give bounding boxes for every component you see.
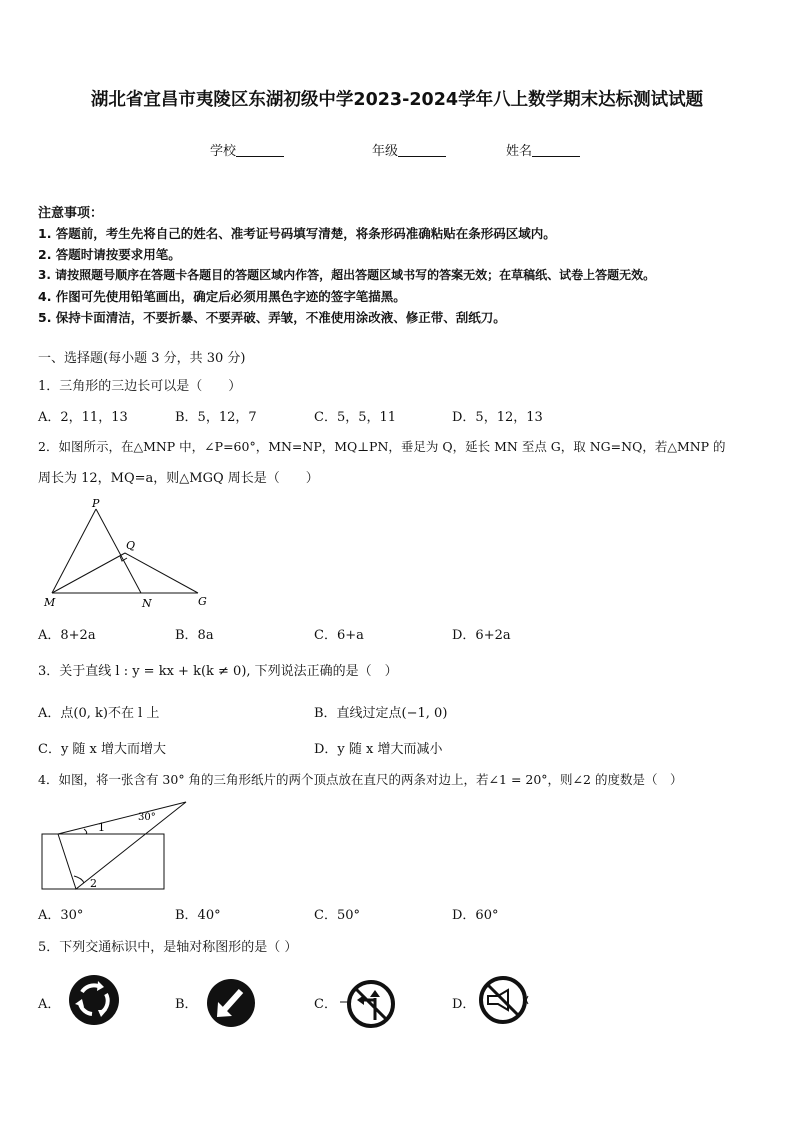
question-3-stem: 3．关于直线 l : y = kx + k(k ≠ 0), 下列说法正确的是（ ） [38, 664, 398, 679]
triangle-paper [58, 802, 186, 889]
question-5-stem: 5．下列交通标识中，是轴对称图形的是（ ） [38, 940, 298, 955]
q5-option-c[interactable]: C． [314, 997, 337, 1012]
segment-qg [125, 553, 198, 593]
q3-option-c[interactable]: C．y 随 x 增大而增大 [38, 742, 167, 757]
label-n: N [142, 597, 152, 610]
label-30-degrees: 30° [138, 812, 156, 823]
question-4-stem: 4．如图，将一张含有 30° 角的三角形纸片的两个顶点放在直尺的两条对边上，若∠1 = 20°，则∠2 的度数是（ ） [38, 772, 683, 787]
q3-option-d[interactable]: D．y 随 x 增大而减小 [314, 742, 443, 757]
note-item: 1. 答题前，考生先将自己的姓名、准考证号码填写清楚，将条形码准确粘贴在条形码区域内。 [38, 226, 556, 241]
angle-2-arc [74, 876, 84, 883]
grade-label: 年级 [372, 144, 399, 159]
label-angle-2: 2 [90, 877, 97, 890]
q4-option-b[interactable]: B．40° [175, 908, 221, 923]
notes-heading: 注意事项： [38, 206, 104, 221]
q5-option-d[interactable]: D． [452, 997, 476, 1012]
q3-option-b[interactable]: B．直线过定点(−1, 0) [314, 706, 448, 721]
q2-option-b[interactable]: B．8a [175, 628, 214, 643]
note-item: 5. 保持卡面清洁，不要折暴、不要弄破、弄皱，不准使用涂改液、修正带、刮纸刀。 [38, 310, 506, 325]
no-horn-sign-icon [476, 974, 534, 1026]
question-2-line1: 2．如图所示，在△MNP 中，∠P=60°，MN=NP，MQ⊥PN，垂足为 Q，延长 MN 至点 G，取 NG=NQ，若△MNP 的 [38, 439, 726, 454]
q2-option-a[interactable]: A．8+2a [38, 628, 96, 643]
q4-option-c[interactable]: C．50° [314, 908, 360, 923]
angle-1-arc [84, 829, 87, 834]
section-heading: 一、选择题(每小题 3 分，共 30 分) [38, 351, 246, 366]
grade-field[interactable] [372, 140, 446, 159]
keep-left-arrow-sign-icon [206, 978, 256, 1028]
q1-option-b[interactable]: B．5，12，7 [175, 410, 257, 425]
school-field[interactable] [210, 140, 284, 159]
q2-option-d[interactable]: D．6+2a [452, 628, 511, 643]
name-field[interactable] [506, 140, 580, 159]
q1-option-a[interactable]: A．2，11，13 [38, 410, 128, 425]
page-title: 湖北省宜昌市夷陵区东湖初级中学2023-2024学年八上数学期末达标测试试题 [90, 90, 704, 110]
question-1-stem: 1．三角形的三边长可以是（ ） [38, 379, 242, 394]
ruler-triangle-figure [38, 796, 198, 896]
note-item: 3. 请按照题号顺序在答题卡各题目的答题区域内作答，超出答题区域书写的答案无效；在草稿纸、试卷上答题无效。 [38, 268, 656, 282]
label-angle-1: 1 [98, 821, 105, 834]
q4-option-d[interactable]: D．60° [452, 908, 499, 923]
triangle-mnp-figure [38, 498, 218, 613]
label-p: P [92, 498, 100, 510]
q4-option-a[interactable]: A．30° [38, 908, 84, 923]
question-2-line2: 周长为 12，MQ=a，则△MGQ 周长是（ ） [38, 471, 319, 486]
label-g: G [198, 595, 207, 608]
label-m: M [44, 596, 56, 609]
q1-option-d[interactable]: D．5，12，13 [452, 410, 543, 425]
q1-option-c[interactable]: C．5，5，11 [314, 410, 397, 425]
q5-option-b[interactable]: B． [175, 997, 198, 1012]
no-left-turn-sign-icon [338, 978, 402, 1030]
note-item: 4. 作图可先使用铅笔画出，确定后必须用黑色字迹的签字笔描黑。 [38, 289, 406, 304]
roundabout-sign-icon [68, 974, 120, 1026]
label-q: Q [126, 539, 136, 552]
q5-option-a[interactable]: A． [38, 997, 61, 1012]
note-item: 2. 答题时请按要求用笔。 [38, 247, 181, 262]
name-label: 姓名 [506, 144, 533, 159]
q3-option-a[interactable]: A．点(0, k)不在 l 上 [38, 706, 160, 721]
q2-option-c[interactable]: C．6+a [314, 628, 364, 643]
school-label: 学校 [210, 144, 237, 159]
